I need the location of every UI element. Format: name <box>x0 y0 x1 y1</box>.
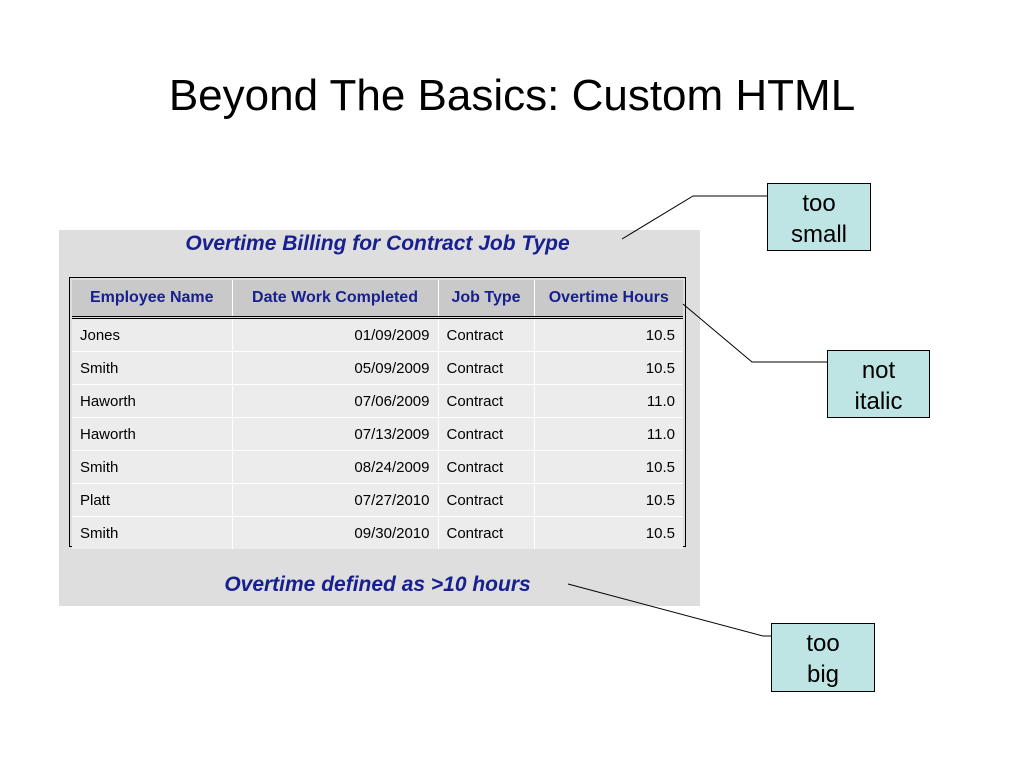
table-row <box>72 385 683 418</box>
job-type-cell: Contract <box>438 517 534 550</box>
overtime-hours-cell: 10.5 <box>534 484 683 517</box>
table-row <box>72 352 683 385</box>
column-header-date-work-completed: Date Work Completed <box>232 280 438 318</box>
callout-not-italic-line-1: not <box>861 357 896 384</box>
callout-too-small-line-1: too <box>802 190 836 217</box>
callout-not-italic-line-2: italic <box>854 388 903 415</box>
callout-too-small-line-2: small <box>790 221 847 248</box>
overtime-hours-cell: 10.5 <box>534 517 683 550</box>
job-type-cell: Contract <box>438 385 534 418</box>
overtime-hours-cell: 10.5 <box>534 451 683 484</box>
table-row <box>72 418 683 451</box>
job-type-cell: Contract <box>438 484 534 517</box>
table-frame <box>69 277 686 547</box>
overtime-hours-cell: 10.5 <box>534 352 683 385</box>
column-header-job-type: Job Type <box>438 280 534 318</box>
table-row <box>72 484 683 517</box>
employee-name-cell: Smith <box>72 517 232 550</box>
table-row <box>72 318 683 352</box>
date-cell: 08/24/2009 <box>232 451 438 484</box>
slide-title: Beyond The Basics: Custom HTML <box>168 71 856 120</box>
employee-name-cell: Haworth <box>72 418 232 451</box>
date-cell: 07/06/2009 <box>232 385 438 418</box>
date-cell: 05/09/2009 <box>232 352 438 385</box>
employee-name-cell: Haworth <box>72 385 232 418</box>
report-footnote: Overtime defined as >10 hours <box>224 573 531 596</box>
employee-name-cell: Smith <box>72 352 232 385</box>
employee-name-cell: Smith <box>72 451 232 484</box>
callout-too-small <box>767 183 871 251</box>
report-panel <box>59 230 700 606</box>
callout-too-big-line-2: big <box>806 661 840 688</box>
connector-not-italic <box>683 304 827 362</box>
employee-name-cell: Platt <box>72 484 232 517</box>
date-cell: 07/27/2010 <box>232 484 438 517</box>
callout-too-big-line-1: too <box>806 630 840 657</box>
date-cell: 07/13/2009 <box>232 418 438 451</box>
job-type-cell: Contract <box>438 318 534 352</box>
report-title: Overtime Billing for Contract Job Type <box>185 232 570 255</box>
date-cell: 01/09/2009 <box>232 318 438 352</box>
job-type-cell: Contract <box>438 418 534 451</box>
overtime-hours-cell: 11.0 <box>534 418 683 451</box>
overtime-hours-cell: 11.0 <box>534 385 683 418</box>
overtime-table <box>72 280 683 549</box>
job-type-cell: Contract <box>438 451 534 484</box>
employee-name-cell: Jones <box>72 318 232 352</box>
table-row <box>72 451 683 484</box>
table-header-row <box>72 280 683 318</box>
table-row <box>72 517 683 550</box>
column-header-employee-name: Employee Name <box>72 280 232 318</box>
overtime-hours-cell: 10.5 <box>534 318 683 352</box>
date-cell: 09/30/2010 <box>232 517 438 550</box>
callout-not-italic <box>827 350 930 418</box>
callout-too-big <box>771 623 875 692</box>
job-type-cell: Contract <box>438 352 534 385</box>
column-header-overtime-hours: Overtime Hours <box>534 280 683 318</box>
